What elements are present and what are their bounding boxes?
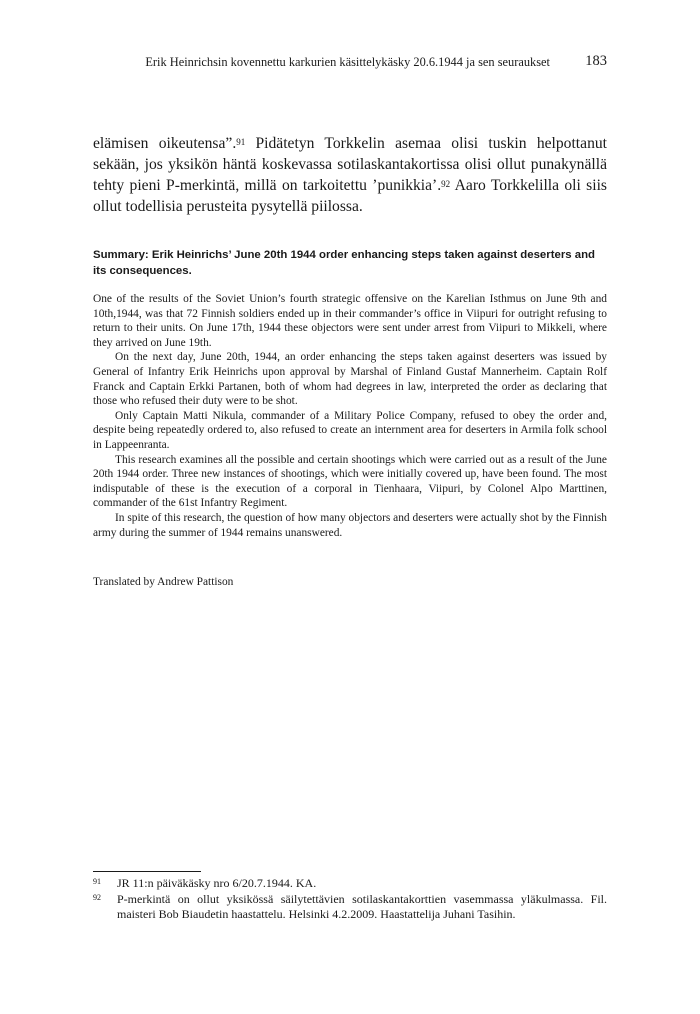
running-header xyxy=(93,53,607,73)
intro-text-part1: elämisen oikeutensa”. xyxy=(93,135,237,152)
translator-credit: Translated by Andrew Pattison xyxy=(93,576,234,588)
footnote-text: JR 11:n päiväkäsky nro 6/20.7.1944. KA. xyxy=(117,876,317,890)
summary-heading: Summary: Erik Heinrichs’ June 20th 1944 order enhancing steps taken against deserters and its consequences. xyxy=(93,249,596,277)
footnote-number: 91 xyxy=(93,877,101,886)
footnote-divider xyxy=(93,871,201,872)
footnote-92 xyxy=(93,892,607,923)
summary-paragraph-4: This research examines all the possible and certain shootings which were carried out as a result of the June 20th 1944 order. Three new instances of shootings, which were initially covered up, have been found. The most indisputable of these is the execution of a corporal in Tienhaara, Viipuri, by Colonel Alpo Marttinen, commander of the 61st Infantry Regiment. xyxy=(93,453,607,510)
footnote-text: P-merkintä on ollut yksikössä säilytettävien sotilaskantakorttien vasemmassa yläkulmassa. Fil. maisteri Bob Biaudetin haastattelu. Helsinki 4.2.2009. Haastattelija Juhani Tasihin. xyxy=(117,891,607,921)
footnote-ref-91[interactable]: 91 xyxy=(236,137,246,147)
footnote-number: 92 xyxy=(93,892,101,902)
footnotes xyxy=(93,876,607,923)
summary-body xyxy=(93,292,607,540)
footnote-ref-92[interactable]: 92 xyxy=(441,179,451,189)
running-title: Erik Heinrichsin kovennettu karkurien käsittelykäsky 20.6.1944 ja sen seuraukset xyxy=(145,55,550,69)
intro-text-part3: Aaro Torkkelilla oli siis ollut todellisia perusteita pysytellä piilossa. xyxy=(93,177,607,215)
page-number: 183 xyxy=(585,53,607,69)
summary-paragraph-2: On the next day, June 20th, 1944, an order enhancing the steps taken against deserters was issued by General of Infantry Erik Heinrichs upon approval by Marshal of Finland Gustaf Mannerheim. Captain Rolf Franck and Captain Erkki Partanen, both of whom had degrees in law, interpreted the order as declaring that those who refused their duty were to be shot. xyxy=(93,351,607,408)
intro-paragraph xyxy=(93,133,607,217)
summary-paragraph-1: One of the results of the Soviet Union’s fourth strategic offensive on the Karelian Isthmus on June 9th and 10th,1944, was that 72 Finnish soldiers ended up in their commander’s office in Viipuri for outright refusing to return to their units. On June 17th, 1944 these objectors were sent under arrest from Viipuri to Mikkeli, where they arrived on June 19th. xyxy=(93,293,607,349)
footnote-91 xyxy=(93,876,607,892)
summary-paragraph-3: Only Captain Matti Nikula, commander of a Military Police Company, refused to obey the order and, despite being repeatedly ordered to, also refused to create an internment area for deserters in Armila folk school in Lappeenranta. xyxy=(93,409,607,451)
intro-text-part2: Pidätetyn Torkkelin asemaa olisi tuskin helpottanut sekään, jos yksikön häntä koskevassa sotilaskantakortissa olisi ollut punakynällä tehty pieni P-merkintä, millä on tarkoitettu ’punikkia’. xyxy=(93,135,607,194)
summary-paragraph-5: In spite of this research, the question of how many objectors and deserters were actually shot by the Finnish army during the summer of 1944 remains unanswered. xyxy=(93,511,607,539)
